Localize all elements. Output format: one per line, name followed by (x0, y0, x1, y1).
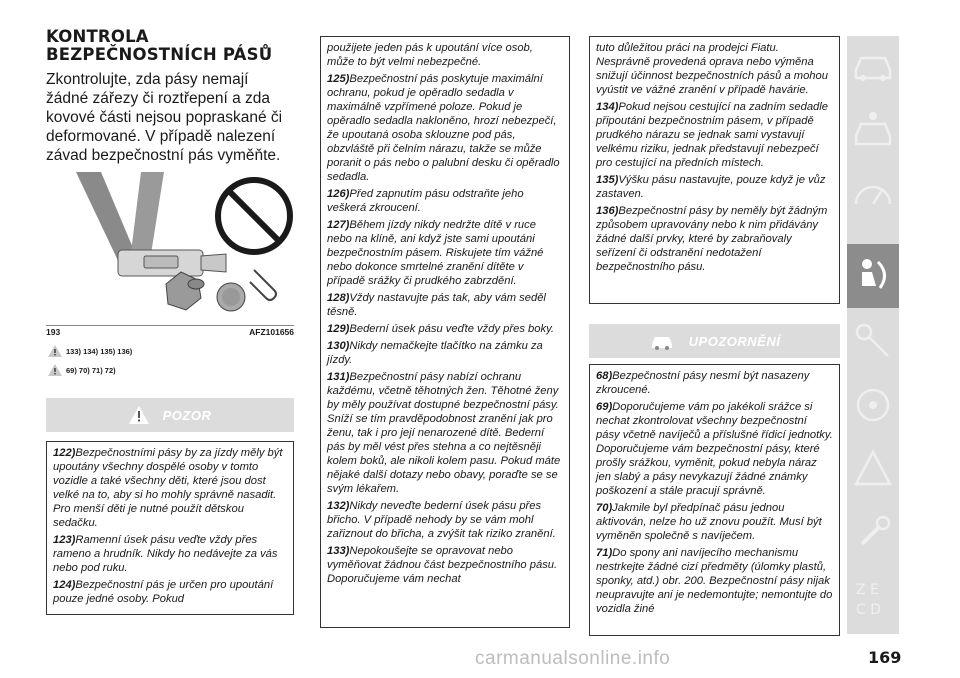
warning-refs-2 (48, 364, 116, 376)
car-knowledge-icon (850, 106, 896, 152)
steering-wheel-icon (850, 382, 896, 428)
column-2-warning-text (320, 36, 570, 628)
svg-text:C D: C D (856, 602, 882, 618)
warning-triangle-icon (48, 345, 62, 357)
warning-item: 125)Bezpečnostní pás poskytuje maximální ochranu, pokud je opěradlo sedadla v maximálně vzpřímené poloze. Pokud je opěradlo sedadla nakloněno, hrozí nebezpečí, že upoutaná osoba sklouzne pod pás, obzvláště při čelním nárazu, takže se může poranit o pás nebo o palubní desku či opěradlo sedadla. (327, 73, 560, 183)
column-3-lead: tuto důležitou práci na prodejci Fiatu. Nesprávně provedená oprava nebo výměna snižují účinnost bezpečnostních pásů a mohou vyústit ve vážné zranění v případě havárie. (596, 42, 828, 96)
warning-item: 134)Pokud nejsou cestující na zadním sedadle připoutáni bezpečnostním pásem, v případě prudkého nárazu se jednak sami vystavují velkému riziku, jednak představují nebezpečí pro cestující na předních místech. (596, 101, 828, 169)
key-icon (850, 318, 896, 364)
warning-item: 136)Bezpečnostní pásy by neměly být žádným způsobem upravovány nebo k nim přidávány žádné další prvky, které by zabraňovaly seřízení či odstranění nedotažení bezpečnostního pásu. (596, 205, 828, 273)
section-title-line2: BEZPEČNOSTNÍCH PÁSŮ (46, 45, 273, 64)
watermark: carmanualsonline.info (475, 648, 671, 669)
pozor-item: 124)Bezpečnostní pás je určen pro upoutání pouze jedné osoby. Pokud (53, 579, 274, 605)
warning-item: 135)Výšku pásu nastavujte, pouze když je vůz zastaven. (596, 174, 826, 200)
refs-text-1: 133) 134) 135) 136) (66, 346, 133, 356)
pozor-item: 122)Bezpečnostními pásy by za jízdy měly být upoutány všechny dospělé osoby v tomto vozidle a také všechny děti, které jsou dost velké na to, aby si ho mohly správně nasadit. Pro menší děti je nutné použít dětskou sedačku. (53, 447, 283, 529)
warning-item: 126)Před zapnutím pásu odstraňte jeho veškerá zkroucení. (327, 188, 524, 214)
column-1 (46, 28, 294, 165)
warning-item: 131)Bezpečnostní pásy nabízí ochranu každému, včetně těhotných žen. Těhotné ženy by měly používat dostupné bezpečnostní pásy. Sníží se tím pravděpodobnost zranění jak pro ženu, tak i pro její nenarozené dítě. Bederní pás by měl vést přes stehna a co nejtěsněji kolem boků, ale nikoli kolem pasu. Pokud máte nějaké další dotazy nebo obavy, poraďte se se svým lékařem. (327, 371, 561, 495)
seatbelt-illustration (46, 172, 294, 322)
warning-item: 129)Bederní úsek pásu veďte vždy přes boky. (327, 323, 554, 335)
figure-caption (46, 327, 294, 339)
pozor-header (46, 398, 294, 432)
car-info-icon (850, 42, 896, 88)
warning-triangle-icon (129, 406, 149, 424)
pozor-content (46, 441, 294, 615)
section-title-line1: KONTROLA (46, 27, 149, 46)
section-sidebar (847, 36, 899, 634)
car-warning-icon (649, 332, 675, 350)
figure-number: 193 (46, 327, 61, 337)
column-3-warning-text (589, 36, 840, 304)
upozorneni-label: UPOZORNĚNÍ (688, 333, 781, 349)
warning-refs-1 (48, 345, 132, 357)
active-section-tab[interactable] (847, 244, 899, 308)
upozorneni-item: 69)Doporučujeme vám po jakékoli srážce si nechat zkontrolovat všechny bezpečnostní pásy včetně navíječů a příslušné řídicí jednotky. Doporučujeme vám bezpečnostní pásy, které prošly srážkou, vyměnit, pokud nebyla náraz jen slabý a pásy nevykazují žádné známky poškození a stále pracují správně. (596, 401, 833, 497)
upozorneni-header (589, 324, 840, 358)
upozorneni-item: 68)Bezpečnostní pásy nesmí být nasazeny zkroucené. (596, 370, 810, 396)
pozor-label: POZOR (162, 407, 212, 423)
figure-code: AFZ101656 (249, 327, 294, 337)
warning-item: 133)Nepokoušejte se opravovat nebo vyměňovat žádnou část bezpečnostního pásu. Doporučujeme vám nechat (327, 545, 558, 585)
upozorneni-item: 70)Jakmile byl předpínač pásu jednou aktivován, nelze ho už znovu použít. Musí být vyměněn společně s navíječem. (596, 502, 822, 542)
dashboard-lights-icon (850, 170, 896, 216)
pozor-item: 123)Ramenní úsek pásu veďte vždy přes rameno a hrudník. Nikdy ho nedávejte za vás nebo pod ruku. (53, 534, 278, 574)
seat-safety-icon (852, 254, 894, 296)
index-letters-icon (850, 574, 896, 620)
emergency-icon (850, 446, 896, 492)
warning-item: 127)Během jízdy nikdy nedržte dítě v ruce nebo na klíně, ani když jste sami upoutáni bezpečnostním pásem. Riskujete tím vážné nebo dokonce smrtelné zranění dítěte v případě srážky či prudkého zabrzdění. (327, 219, 544, 287)
warning-item: 128)Vždy nastavujte pás tak, aby vám seděl těsně. (327, 292, 546, 318)
maintenance-icon (850, 510, 896, 556)
refs-text-2: 69) 70) 71) 72) (66, 365, 116, 375)
svg-text:Z E: Z E (856, 582, 879, 598)
caution-triangle-icon (48, 364, 62, 376)
warning-item: 130)Nikdy nemačkejte tlačítko na zámku za jízdy. (327, 340, 543, 366)
page-number: 169 (868, 648, 902, 667)
figure-divider (46, 325, 294, 326)
warning-item: 132)Nikdy neveďte bederní úsek pásu přes břicho. V případě nehody by se vám mohl zařiznout do břicha, a zvýšit tak riziko zranění. (327, 500, 556, 540)
column-2-lead: použijete jeden pás k upoutání více osob, může to být velmi nebezpečné. (327, 42, 533, 68)
upozorneni-content (589, 364, 840, 636)
upozorneni-item: 71)Do spony ani navíjecího mechanismu nestrkejte žádné cizí předměty (úlomky plastů, sponky, atd.) obr. 200. Bezpečnostní pásy nijak neupravujte ani je nedemontujte; nemontujte do vozidla žiné (596, 547, 833, 615)
intro-paragraph: Zkontrolujte, zda pásy nemají žádné zářezy či roztřepení a zda kovové části nejsou popraskané či deformované. V případě nalezení závad bezpečnostní pás vyměňte. (46, 71, 283, 164)
seatbelt-figure (46, 172, 294, 322)
